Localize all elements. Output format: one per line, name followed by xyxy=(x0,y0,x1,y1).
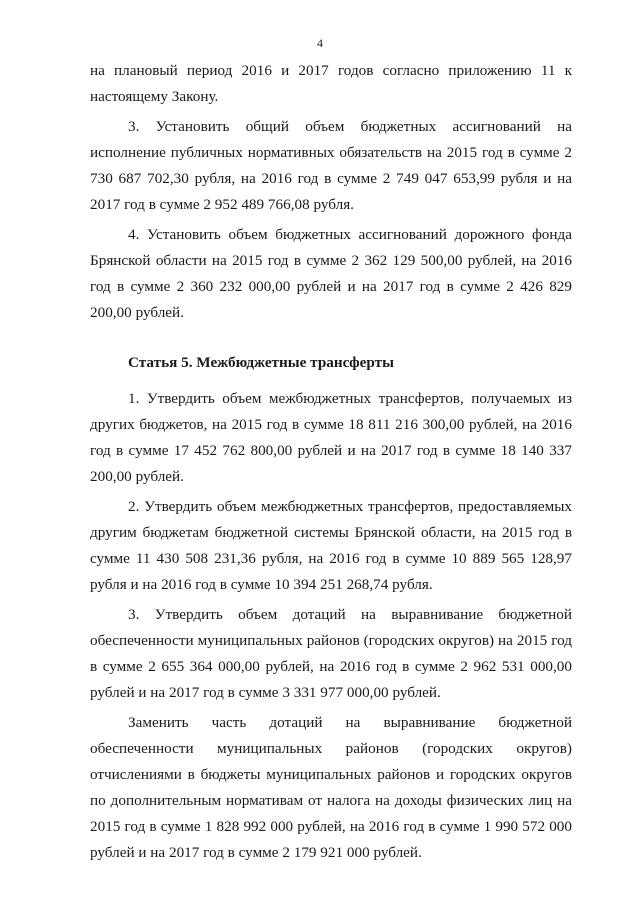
page-number: 4 xyxy=(317,36,323,50)
paragraph-transfers-provided: 2. Утвердить объем межбюджетных трансфертов, предоставляемых другим бюджетам бюджетной системы Брянской области, на 2015 год в сумме 11 430 508 231,36 рубля, на 2016 год в сумме 10 889 565 128,97 рубля и на 2016 год в сумме 10 394 251 268,74 рубля. xyxy=(90,498,572,593)
paragraph-equalization-subsidies: 3. Утвердить объем дотаций на выравнивание бюджетной обеспеченности муниципальных районов (городских округов) на 2015 год в сумме 2 655 364 000,00 рублей, на 2016 год в сумме 2 962 531 000,00 рублей и на 2017 год в сумме 3 331 977 000,00 рублей. xyxy=(90,606,572,701)
article-heading: Статья 5. Межбюджетные трансферты xyxy=(128,354,394,371)
paragraph-continuation: на плановый период 2016 и 2017 годов согласно приложению 11 к настоящему Закону. xyxy=(90,62,572,105)
paragraph-road-fund: 4. Установить объем бюджетных ассигнований дорожного фонда Брянской области на 2015 год в сумме 2 362 129 500,00 рублей, на 2016 год в сумме 2 360 232 000,00 рублей и на 2017 год в сумме 2 426 829 200,00 рублей. xyxy=(90,226,572,321)
paragraph-public-obligations: 3. Установить общий объем бюджетных ассигнований на исполнение публичных нормативных обязательств на 2015 год в сумме 2 730 687 702,30 рубля, на 2016 год в сумме 2 749 047 653,99 рубля и на 2017 год в сумме 2 952 489 766,08 рубля. xyxy=(90,118,572,213)
document-body xyxy=(90,58,572,870)
paragraph-transfers-received: 1. Утвердить объем межбюджетных трансфертов, получаемых из других бюджетов, на 2015 год в сумме 18 811 216 300,00 рублей, на 2016 год в сумме 17 452 762 800,00 рублей и на 2017 год в сумме 18 140 337 200,00 рублей. xyxy=(90,390,572,485)
paragraph-replace-subsidies: Заменить часть дотаций на выравнивание бюджетной обеспеченности муниципальных районов (городских округов) отчислениями в бюджеты муниципальных районов и городских округов по дополнительным нормативам от налога на доходы физических лиц на 2015 год в сумме 1 828 992 000 рублей, на 2016 год в сумме 1 990 572 000 рублей и на 2017 год в сумме 2 179 921 000 рублей. xyxy=(90,714,572,861)
